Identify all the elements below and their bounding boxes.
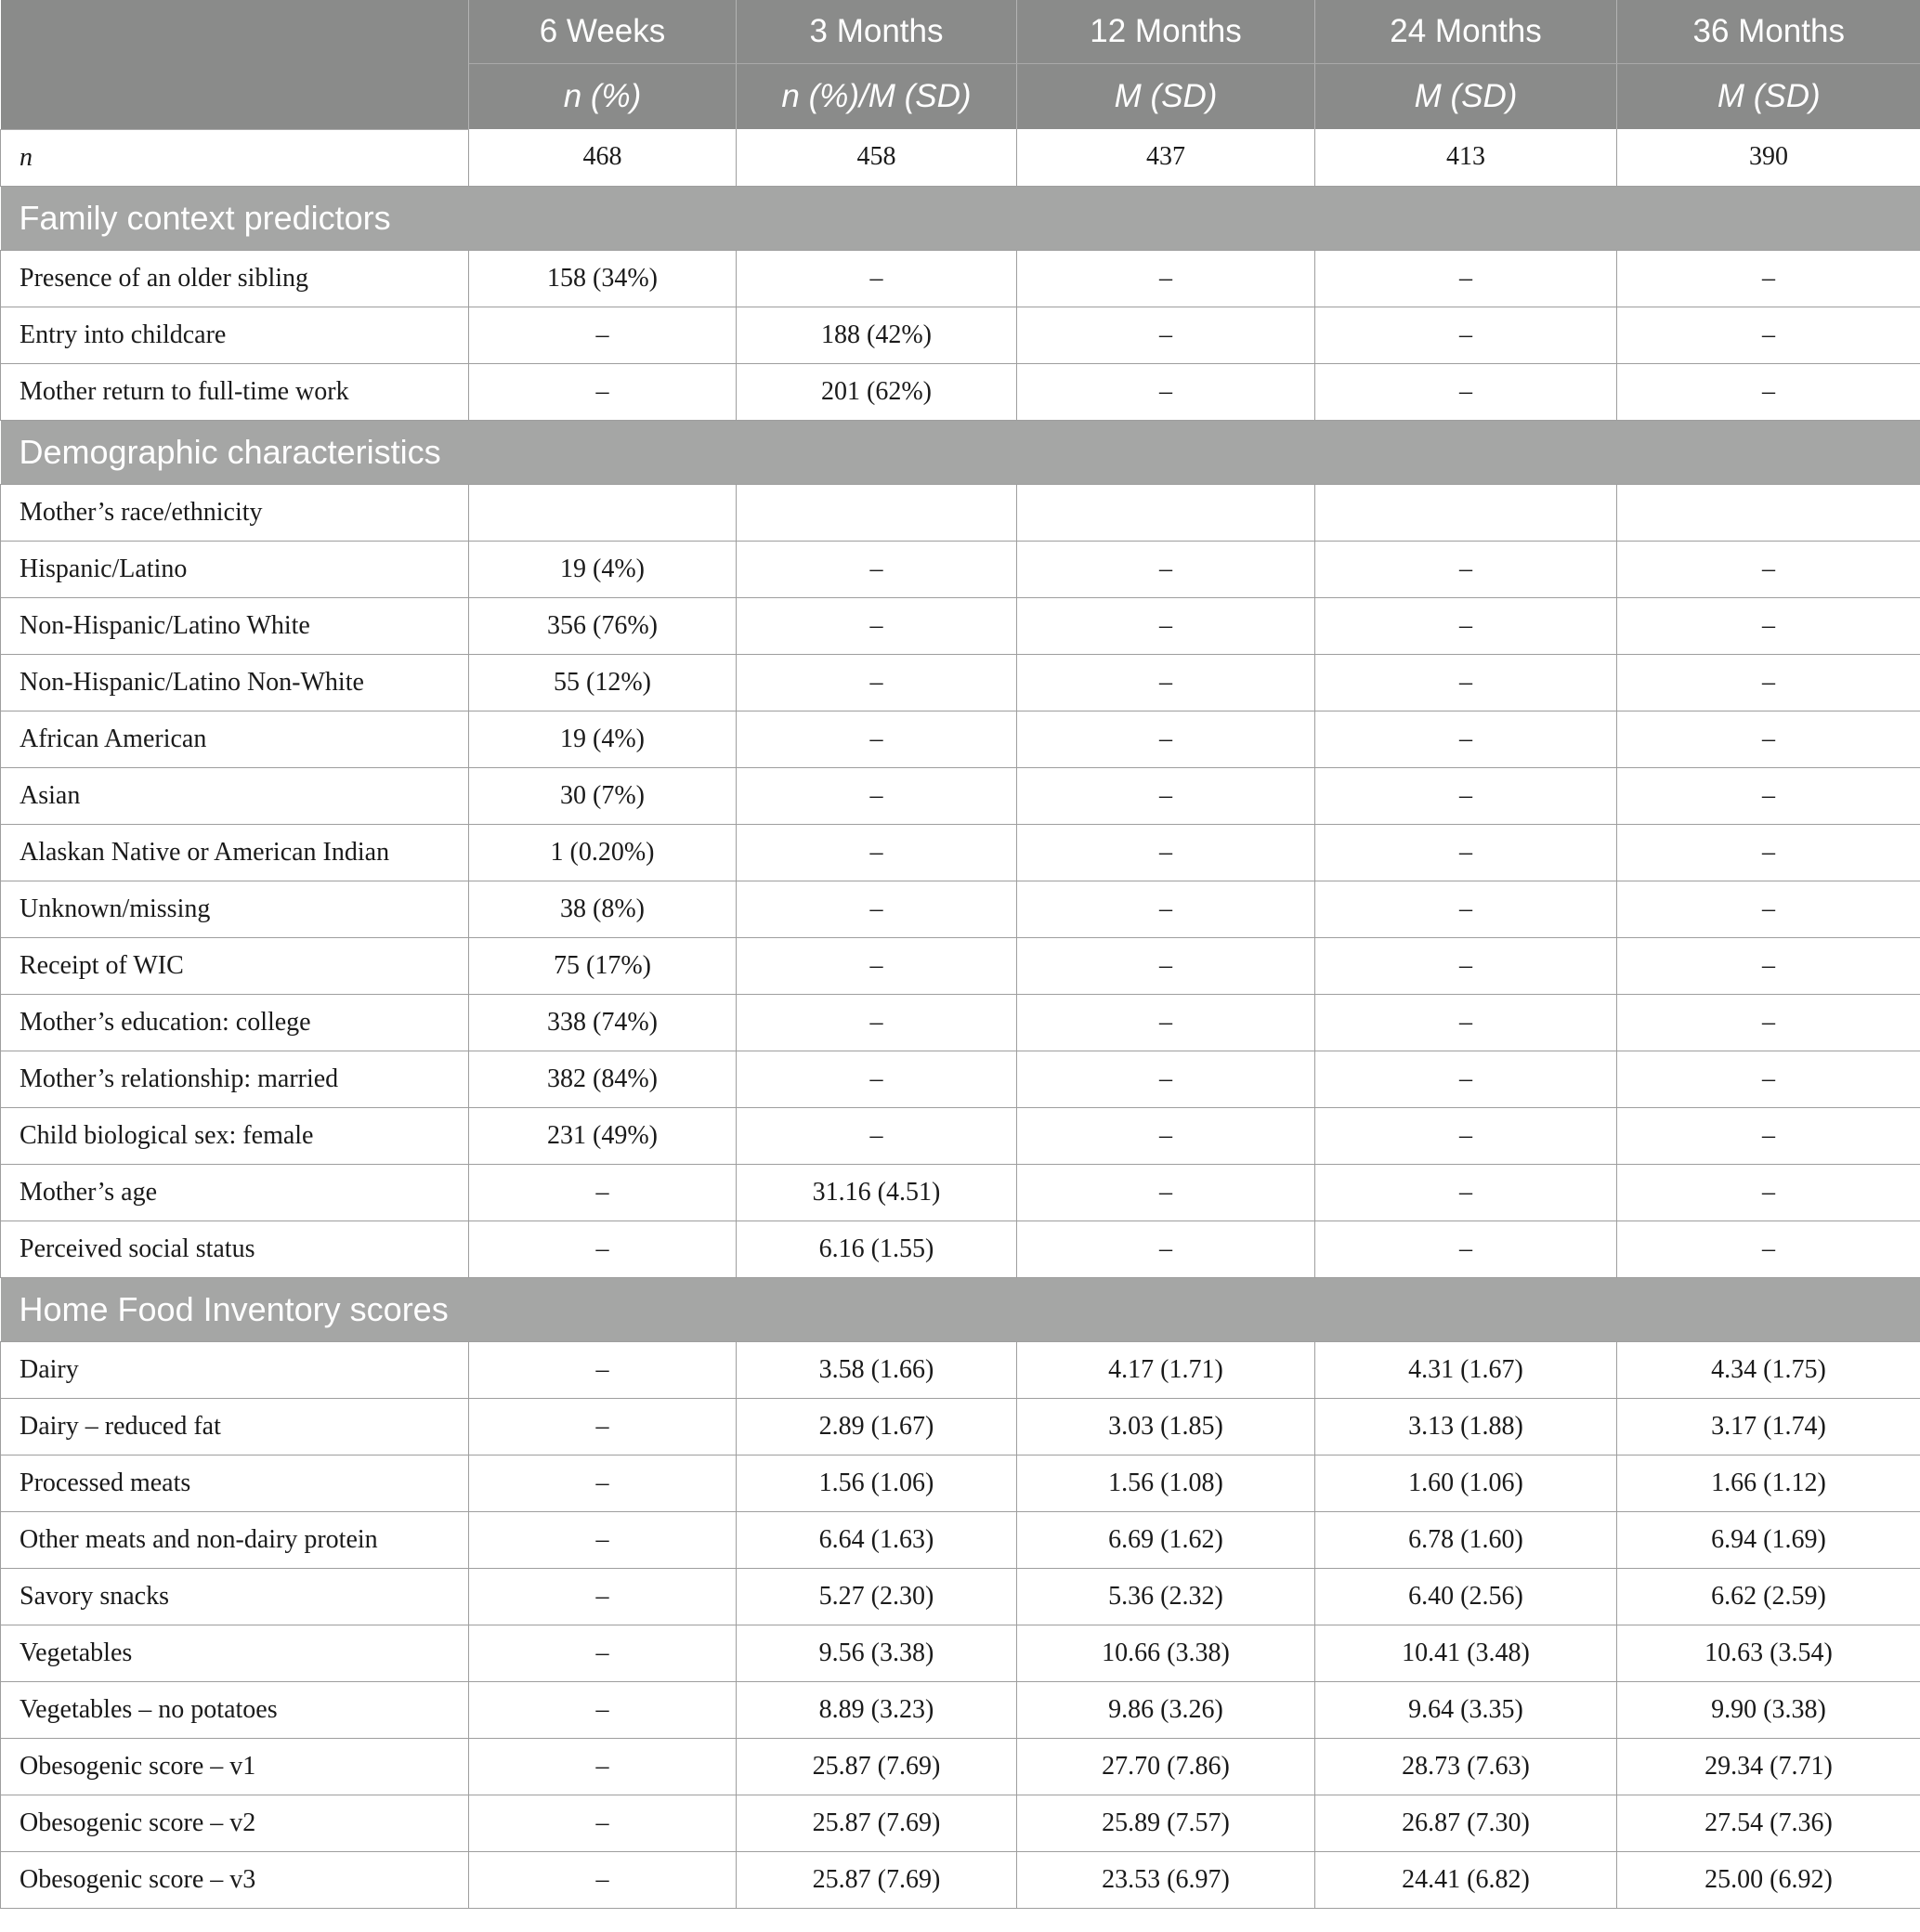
table-row <box>1 1221 1920 1277</box>
table-cell: – <box>737 937 1017 994</box>
header-timepoint: 24 Months <box>1315 0 1617 64</box>
table-cell: 10.41 (3.48) <box>1315 1625 1617 1681</box>
row-label: Mother’s education: college <box>1 994 469 1051</box>
row-label: Vegetables <box>1 1625 469 1681</box>
table-row <box>1 881 1920 937</box>
table-cell: 4.34 (1.75) <box>1617 1341 1920 1398</box>
table-cell: – <box>1017 1164 1315 1221</box>
table-cell: 24.41 (6.82) <box>1315 1851 1617 1908</box>
row-label: Obesogenic score – v3 <box>1 1851 469 1908</box>
table-cell: 6.40 (2.56) <box>1315 1568 1617 1625</box>
table-cell <box>1617 484 1920 541</box>
table-cell: – <box>737 994 1017 1051</box>
table-cell: – <box>1617 541 1920 597</box>
section-header-row <box>1 1277 1920 1341</box>
header-timepoint: 6 Weeks <box>469 0 737 64</box>
header-row-timepoints <box>1 0 1920 64</box>
table-cell: – <box>469 1625 737 1681</box>
row-label: Mother’s age <box>1 1164 469 1221</box>
table-cell: 188 (42%) <box>737 307 1017 363</box>
header-stat-label: M (SD) <box>1017 64 1315 130</box>
table-row <box>1 597 1920 654</box>
table-cell: 9.90 (3.38) <box>1617 1681 1920 1738</box>
table-cell: 25.87 (7.69) <box>737 1851 1017 1908</box>
table-cell: – <box>1315 250 1617 307</box>
row-label: Non-Hispanic/Latino Non-White <box>1 654 469 711</box>
table-cell: – <box>1017 824 1315 881</box>
table-cell: – <box>1315 541 1617 597</box>
table-cell: 468 <box>469 129 737 186</box>
table-cell: 25.87 (7.69) <box>737 1795 1017 1851</box>
table-cell: – <box>1017 1107 1315 1164</box>
table-cell: 26.87 (7.30) <box>1315 1795 1617 1851</box>
row-label: Other meats and non-dairy protein <box>1 1511 469 1568</box>
row-label: Perceived social status <box>1 1221 469 1277</box>
table-cell: – <box>1617 1051 1920 1107</box>
table-cell: 201 (62%) <box>737 363 1017 420</box>
table-cell: – <box>1315 711 1617 767</box>
table-cell <box>1017 484 1315 541</box>
table-row <box>1 250 1920 307</box>
table-cell: – <box>1017 1051 1315 1107</box>
row-label: Mother’s race/ethnicity <box>1 484 469 541</box>
section-header-row <box>1 186 1920 250</box>
table-cell: 19 (4%) <box>469 541 737 597</box>
table-cell <box>469 484 737 541</box>
header-stat-label: n (%) <box>469 64 737 130</box>
table-cell: – <box>469 1568 737 1625</box>
table-cell: 23.53 (6.97) <box>1017 1851 1315 1908</box>
table-cell: 27.54 (7.36) <box>1617 1795 1920 1851</box>
table-row <box>1 1795 1920 1851</box>
table-cell: 5.27 (2.30) <box>737 1568 1017 1625</box>
row-label: Mother’s relationship: married <box>1 1051 469 1107</box>
table-row <box>1 363 1920 420</box>
table-row <box>1 1568 1920 1625</box>
row-label: n <box>1 129 469 186</box>
table-cell: – <box>1315 654 1617 711</box>
table-cell: 3.13 (1.88) <box>1315 1398 1617 1455</box>
table-cell: 6.64 (1.63) <box>737 1511 1017 1568</box>
table-cell: – <box>1617 597 1920 654</box>
table-cell: – <box>1617 363 1920 420</box>
table-row <box>1 937 1920 994</box>
table-cell: – <box>737 1107 1017 1164</box>
table-cell: 10.66 (3.38) <box>1017 1625 1315 1681</box>
table-cell: – <box>1017 1221 1315 1277</box>
table-cell: – <box>1315 881 1617 937</box>
table-cell: 1.60 (1.06) <box>1315 1455 1617 1511</box>
table-cell: 55 (12%) <box>469 654 737 711</box>
table-cell: 413 <box>1315 129 1617 186</box>
table-cell: – <box>1315 937 1617 994</box>
row-label: African American <box>1 711 469 767</box>
row-label: Vegetables – no potatoes <box>1 1681 469 1738</box>
table-cell: – <box>1017 654 1315 711</box>
header-timepoint: 12 Months <box>1017 0 1315 64</box>
table-cell: – <box>1017 597 1315 654</box>
table-row <box>1 654 1920 711</box>
table-cell: 1.66 (1.12) <box>1617 1455 1920 1511</box>
table-cell: – <box>1617 654 1920 711</box>
table-cell: 25.87 (7.69) <box>737 1738 1017 1795</box>
row-label: Processed meats <box>1 1455 469 1511</box>
table-cell: – <box>1017 767 1315 824</box>
table-cell: – <box>1017 250 1315 307</box>
table-cell: – <box>1315 597 1617 654</box>
row-label: Savory snacks <box>1 1568 469 1625</box>
table-cell: – <box>1315 824 1617 881</box>
table-row <box>1 1851 1920 1908</box>
table-cell: – <box>469 363 737 420</box>
section-title: Home Food Inventory scores <box>1 1277 1920 1341</box>
table-cell: 29.34 (7.71) <box>1617 1738 1920 1795</box>
table-cell: – <box>1017 307 1315 363</box>
section-title: Family context predictors <box>1 186 1920 250</box>
header-stat-label: n (%)/M (SD) <box>737 64 1017 130</box>
row-label: Entry into childcare <box>1 307 469 363</box>
header-stat-label: M (SD) <box>1617 64 1920 130</box>
row-label: Receipt of WIC <box>1 937 469 994</box>
row-label: Asian <box>1 767 469 824</box>
table-cell: – <box>469 1164 737 1221</box>
table-cell: – <box>1617 994 1920 1051</box>
table-header <box>1 0 1920 129</box>
table-row <box>1 307 1920 363</box>
table-cell: 231 (49%) <box>469 1107 737 1164</box>
row-label: Non-Hispanic/Latino White <box>1 597 469 654</box>
table-row <box>1 1738 1920 1795</box>
table-cell: – <box>1017 541 1315 597</box>
table-cell: – <box>1617 711 1920 767</box>
table-cell: 6.16 (1.55) <box>737 1221 1017 1277</box>
table-row <box>1 1051 1920 1107</box>
header-timepoint: 3 Months <box>737 0 1017 64</box>
table-cell: – <box>469 1795 737 1851</box>
table-cell: 9.56 (3.38) <box>737 1625 1017 1681</box>
table-cell: – <box>1617 767 1920 824</box>
table-cell: – <box>737 881 1017 937</box>
table-cell: 3.17 (1.74) <box>1617 1398 1920 1455</box>
table-cell: 4.17 (1.71) <box>1017 1341 1315 1398</box>
table-cell: – <box>1315 1051 1617 1107</box>
table-cell: – <box>1017 711 1315 767</box>
table-cell: – <box>1315 1164 1617 1221</box>
table-cell: – <box>737 250 1017 307</box>
table-cell: 1.56 (1.08) <box>1017 1455 1315 1511</box>
table-cell: – <box>1315 1107 1617 1164</box>
table-cell: 10.63 (3.54) <box>1617 1625 1920 1681</box>
table-cell: – <box>469 1221 737 1277</box>
table-cell: – <box>1617 1164 1920 1221</box>
table-cell: – <box>737 541 1017 597</box>
table-cell: – <box>1315 307 1617 363</box>
section-title: Demographic characteristics <box>1 420 1920 484</box>
table-cell <box>1315 484 1617 541</box>
table-cell: – <box>469 1455 737 1511</box>
row-label: Presence of an older sibling <box>1 250 469 307</box>
table-row <box>1 1164 1920 1221</box>
table-row <box>1 824 1920 881</box>
table-cell: 9.86 (3.26) <box>1017 1681 1315 1738</box>
table-cell: 38 (8%) <box>469 881 737 937</box>
table-cell: 8.89 (3.23) <box>737 1681 1017 1738</box>
table-cell: 6.78 (1.60) <box>1315 1511 1617 1568</box>
table-cell: 158 (34%) <box>469 250 737 307</box>
table-cell: – <box>737 654 1017 711</box>
row-label: Hispanic/Latino <box>1 541 469 597</box>
table-row <box>1 767 1920 824</box>
table-cell: – <box>737 767 1017 824</box>
row-label: Dairy <box>1 1341 469 1398</box>
table-row <box>1 1107 1920 1164</box>
table-cell: 28.73 (7.63) <box>1315 1738 1617 1795</box>
table-row <box>1 994 1920 1051</box>
table-row <box>1 1625 1920 1681</box>
table-cell: – <box>737 597 1017 654</box>
table-cell: 3.03 (1.85) <box>1017 1398 1315 1455</box>
header-corner-cell <box>1 0 469 129</box>
sample-size-row <box>1 129 1920 186</box>
table-cell: 31.16 (4.51) <box>737 1164 1017 1221</box>
row-label: Unknown/missing <box>1 881 469 937</box>
table-cell: – <box>1017 994 1315 1051</box>
table-cell: – <box>1017 363 1315 420</box>
row-label: Alaskan Native or American Indian <box>1 824 469 881</box>
table-cell: 356 (76%) <box>469 597 737 654</box>
table-cell: 25.89 (7.57) <box>1017 1795 1315 1851</box>
table-row <box>1 711 1920 767</box>
table-cell: – <box>1617 250 1920 307</box>
table-body <box>1 129 1920 1908</box>
table-cell: – <box>737 824 1017 881</box>
table-cell: – <box>469 307 737 363</box>
table-row <box>1 1341 1920 1398</box>
header-stat-label: M (SD) <box>1315 64 1617 130</box>
table-cell: 3.58 (1.66) <box>737 1341 1017 1398</box>
table-cell: – <box>1017 937 1315 994</box>
table-cell: – <box>1315 994 1617 1051</box>
table-cell: – <box>469 1398 737 1455</box>
table-cell: 390 <box>1617 129 1920 186</box>
table-cell: – <box>737 1051 1017 1107</box>
table-cell: 6.69 (1.62) <box>1017 1511 1315 1568</box>
table-cell: – <box>469 1511 737 1568</box>
row-label: Mother return to full-time work <box>1 363 469 420</box>
row-label: Obesogenic score – v1 <box>1 1738 469 1795</box>
table-cell: 458 <box>737 129 1017 186</box>
table-cell: – <box>1617 881 1920 937</box>
table-row <box>1 1398 1920 1455</box>
table-cell: 1 (0.20%) <box>469 824 737 881</box>
table-cell: 9.64 (3.35) <box>1315 1681 1617 1738</box>
table-cell: 75 (17%) <box>469 937 737 994</box>
table-cell: 4.31 (1.67) <box>1315 1341 1617 1398</box>
table-cell: 2.89 (1.67) <box>737 1398 1017 1455</box>
table-row <box>1 1455 1920 1511</box>
table-cell: – <box>737 711 1017 767</box>
table-cell <box>737 484 1017 541</box>
table-cell: – <box>1617 937 1920 994</box>
table-cell: – <box>1617 824 1920 881</box>
table-cell: 19 (4%) <box>469 711 737 767</box>
section-header-row <box>1 420 1920 484</box>
table-row <box>1 484 1920 541</box>
table-cell: – <box>1315 767 1617 824</box>
table-cell: 382 (84%) <box>469 1051 737 1107</box>
table-cell: – <box>1617 1107 1920 1164</box>
table-cell: 25.00 (6.92) <box>1617 1851 1920 1908</box>
table-cell: 338 (74%) <box>469 994 737 1051</box>
table-cell: 6.62 (2.59) <box>1617 1568 1920 1625</box>
table-cell: 30 (7%) <box>469 767 737 824</box>
table-cell: – <box>469 1681 737 1738</box>
table-cell: – <box>469 1851 737 1908</box>
table-cell: – <box>1617 1221 1920 1277</box>
table-cell: 5.36 (2.32) <box>1017 1568 1315 1625</box>
row-label: Obesogenic score – v2 <box>1 1795 469 1851</box>
table-cell: 1.56 (1.06) <box>737 1455 1017 1511</box>
table-row <box>1 1681 1920 1738</box>
row-label: Dairy – reduced fat <box>1 1398 469 1455</box>
table-cell: – <box>1017 881 1315 937</box>
table-row <box>1 1511 1920 1568</box>
table-cell: – <box>469 1738 737 1795</box>
table-cell: 27.70 (7.86) <box>1017 1738 1315 1795</box>
row-label: Child biological sex: female <box>1 1107 469 1164</box>
table-cell: – <box>1315 1221 1617 1277</box>
table-cell: 437 <box>1017 129 1315 186</box>
table-cell: 6.94 (1.69) <box>1617 1511 1920 1568</box>
table-row <box>1 541 1920 597</box>
table-cell: – <box>1617 307 1920 363</box>
table-cell: – <box>469 1341 737 1398</box>
header-timepoint: 36 Months <box>1617 0 1920 64</box>
table-cell: – <box>1315 363 1617 420</box>
